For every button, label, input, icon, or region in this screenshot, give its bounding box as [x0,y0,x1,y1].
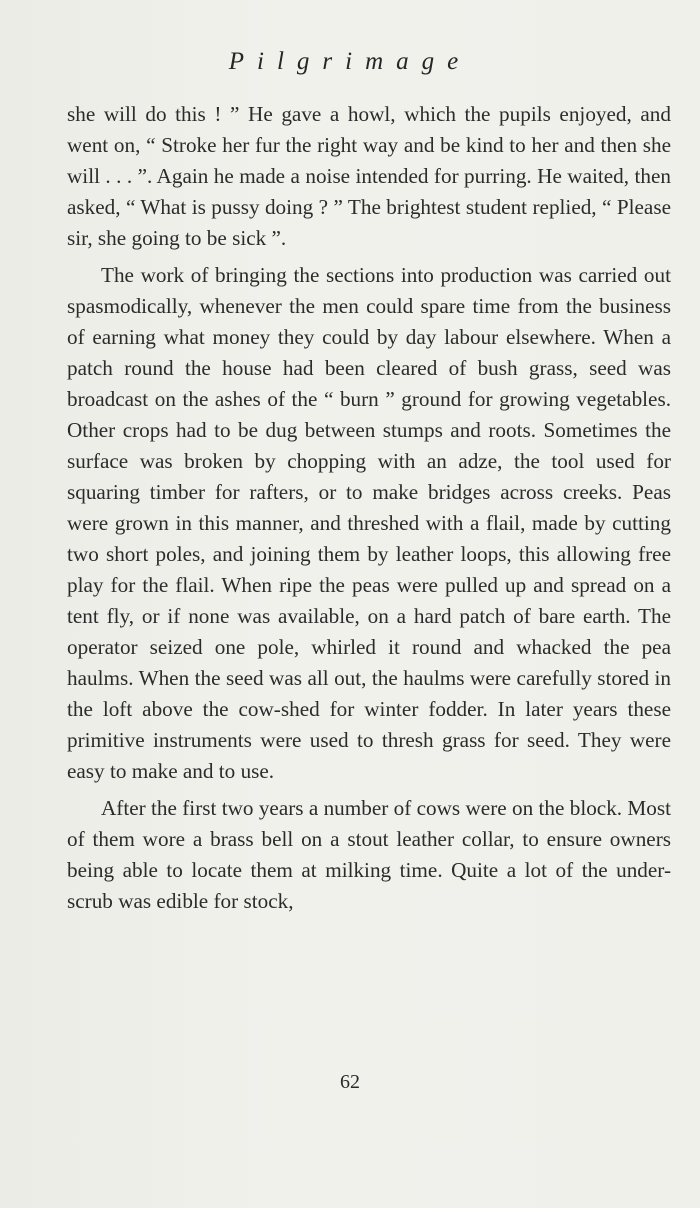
running-head-title: Pilgrimage [228,48,472,75]
page-number: 62 [340,1071,360,1093]
paragraph-production-work: The work of bringing the sections into production was carried out spasmodically, whenever the men could spare time from the business of earning what money they could by day labour elsewhere. When a patch round the house had been cleared of bush grass, seed was broadcast on the ashes of the “ burn ” ground for growing vegetables. Other crops had to be dug between stumps and roots. Sometimes the surface was broken by chopping with an adze, the tool used for squaring timber for rafters, or to make bridges across creeks. Peas were grown in this manner, and threshed with a flail, made by cutting two short poles, and joining them by leather loops, this allowing free play for the flail. When ripe the peas were pulled up and spread on a tent fly, or if none was available, on a hard patch of bare earth. The operator seized one pole, whirled it round and whacked the pea haulms. When the seed was all out, the haulms were carefully stored in the loft above the cow-shed for winter fodder. In later years these primitive instruments were used to thresh grass for seed. They were easy to make and to use. [67,263,671,783]
paragraph-continued: she will do this ! ” He gave a howl, which the pupils enjoyed, and went on, “ Stroke her fur the right way and be kind to her and then she will . . . ”. Again he made a noise intended for purring. He waited, then asked, “ What is pussy doing ? ” The brightest student replied, “ Please sir, she going to be sick ”. [67,102,671,250]
paragraph-cows: After the first two years a number of cows were on the block. Most of them wore a brass bell on a stout leather collar, to ensure owners being able to locate them at milking time. Quite a lot of the under-scrub was edible for stock, [67,796,671,913]
body-text [67,99,671,917]
